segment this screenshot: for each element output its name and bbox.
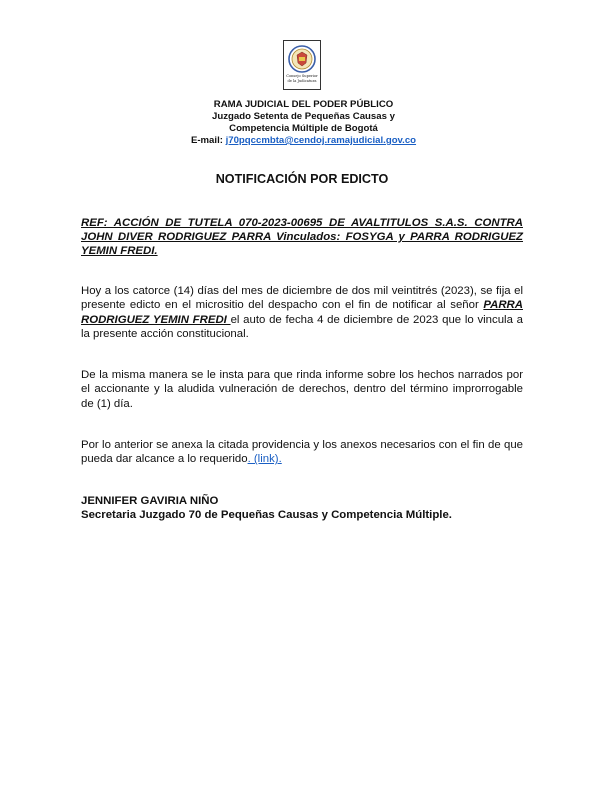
- email-link[interactable]: j70pqccmbta@cendoj.ramajudicial.gov.co: [225, 135, 417, 146]
- annex-link[interactable]: . (link).: [247, 453, 282, 466]
- paragraph-request: De la misma manera se le insta para que rinda informe sobre los hechos narrados por el accionante y la aludida vulneración de derechos, dentro del término improrrogable de (1) día.: [81, 369, 523, 410]
- document-title: NOTIFICACIÓN POR EDICTO: [215, 172, 389, 186]
- signature-block: [81, 494, 541, 523]
- signer-role: Secretaria Juzgado 70 de Pequeñas Causas y Competencia Múltiple.: [81, 509, 452, 522]
- seal-caption-2: de la Judicatura: [287, 79, 317, 83]
- header-line-1: RAMA JUDICIAL DEL PODER PÚBLICO: [213, 99, 394, 110]
- paragraph-3-text: Por lo anterior se anexa la citada providencia y los anexos necesarios con el fin de que pueda dar alcance a lo requerido: [81, 439, 523, 466]
- paragraph-notification: [81, 284, 523, 342]
- email-label: E-mail:: [190, 135, 226, 146]
- seal-caption-1: Consejo Superior: [286, 74, 318, 78]
- paragraph-1-text-after: el auto de fecha 4 de diciembre de 2023 que lo vincula a la presente acción constitucional.: [81, 313, 523, 341]
- court-header: [100, 99, 507, 147]
- header-line-2: Juzgado Setenta de Pequeñas Causas y: [212, 111, 395, 122]
- header-email-row: [100, 135, 507, 147]
- judicial-seal-logo: [283, 40, 321, 90]
- header-line-3: Competencia Múltiple de Bogotá: [229, 123, 378, 134]
- signer-name: JENNIFER GAVIRIA NIÑO: [81, 495, 219, 507]
- paragraph-annex: [81, 438, 523, 467]
- notified-person-name: PARRA RODRIGUEZ YEMIN FREDI: [81, 299, 523, 326]
- reference-line: REF: ACCIÓN DE TUTELA 070-2023-00695 DE AVALTITULOS S.A.S. CONTRA JOHN DIVER RODRIGUEZ PARRA Vinculados: FOSYGA y PARRA RODRIGUEZ YEMIN FREDI.: [81, 217, 523, 257]
- paragraph-1-text-before: Hoy a los catorce (14) días del mes de diciembre de dos mil veintitrés (2023), se fija el presente edicto en el micrositio del despacho con el fin de notificar al señor: [81, 285, 523, 312]
